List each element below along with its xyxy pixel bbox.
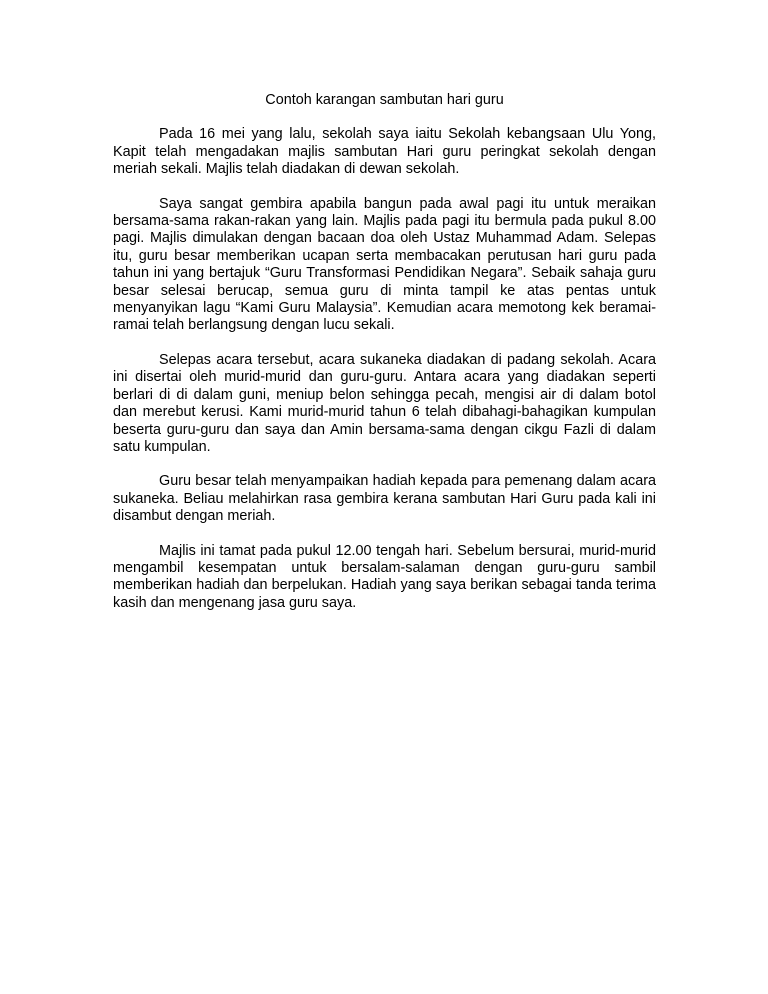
paragraph-3: Selepas acara tersebut, acara sukaneka diadakan di padang sekolah. Acara ini disertai oleh murid-murid dan guru-guru. Antara acara yang diadakan seperti berlari di di dalam guni, meniup belon sehingga pecah, mengisi air di dalam botol dan merebut kerusi. Kami murid-murid tahun 6 telah dibahagi-bahagikan kumpulan beserta guru-guru dan saya dan Amin bersama-sama dengan cikgu Fazli di dalam satu kumpulan. xyxy=(113,351,656,455)
document-body xyxy=(113,92,656,629)
paragraph-2: Saya sangat gembira apabila bangun pada awal pagi itu untuk meraikan bersama-sama rakan-rakan yang lain. Majlis pada pagi itu bermula pada pukul 8.00 pagi. Majlis dimulakan dengan bacaan doa oleh Ustaz Muhammad Adam. Selepas itu, guru besar memberikan ucapan serta membacakan perutusan hari guru pada tahun ini yang bertajuk “Guru Transformasi Pendidikan Negara”. Sebaik sahaja guru besar selesai berucap, semua guru di minta tampil ke atas pentas untuk menyanyikan lagu “Kami Guru Malaysia”. Kemudian acara memotong kek beramai-ramai telah berlangsung dengan lucu sekali. xyxy=(113,195,656,334)
paragraph-4: Guru besar telah menyampaikan hadiah kepada para pemenang dalam acara sukaneka. Beliau melahirkan rasa gembira kerana sambutan Hari Guru pada kali ini disambut dengan meriah. xyxy=(113,473,656,525)
document-title: Contoh karangan sambutan hari guru xyxy=(265,92,504,108)
paragraph-5: Majlis ini tamat pada pukul 12.00 tengah hari. Sebelum bersurai, murid-murid mengambil kesempatan untuk bersalam-salaman dengan guru-guru sambil memberikan hadiah dan berpelukan. Hadiah yang saya berikan sebagai tanda terima kasih dan mengenang jasa guru saya. xyxy=(113,542,656,611)
paragraph-1: Pada 16 mei yang lalu, sekolah saya iaitu Sekolah kebangsaan Ulu Yong, Kapit telah mengadakan majlis sambutan Hari guru peringkat sekolah dengan meriah sekali. Majlis telah diadakan di dewan sekolah. xyxy=(113,126,656,178)
